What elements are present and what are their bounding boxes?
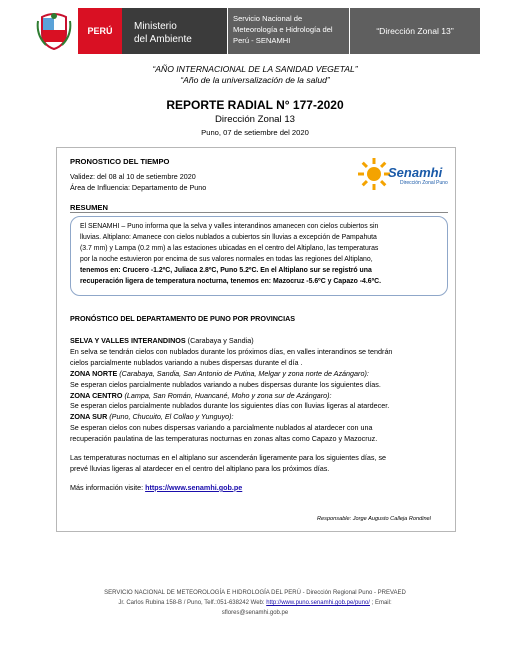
norte-paren: (Carabaya, Sandia, San Antonio de Putina, Melgar y zona norte de Azángaro): (117, 368, 369, 378)
servicio-line1: Servicio Nacional de (233, 14, 303, 23)
servicio-line3: Perú - SENAMHI (233, 36, 291, 45)
provincias-heading: PRONÓSTICO DEL DEPARTAMENTO DE PUNO POR PROVINCIAS (70, 314, 296, 323)
ministerio-line1: Ministerio (134, 21, 177, 32)
resumen-line: (3.7 mm) y Lampa (0.2 mm) a las estaciones ubicadas en el centro del Altiplano, las temperaturas (80, 244, 379, 252)
centro-heading (70, 391, 442, 402)
year-motto-line1: “AÑO INTERNACIONAL DE LA SANIDAD VEGETAL” (152, 64, 358, 74)
footer-line1: SERVICIO NACIONAL DE METEOROLOGÍA E HIDROLOGÍA DEL PERÚ - Dirección Regional Puno - PREVAED (104, 590, 406, 596)
servicio-line2: Meteorología e Hidrología del (233, 25, 333, 34)
temp-text: Las temperaturas nocturnas en el altiplano sur ascenderán ligeramente para los siguientes días, se (70, 453, 387, 463)
footer-web-link[interactable]: http://www.puno.senamhi.gob.pe/puno/ (266, 600, 370, 606)
resumen-box (70, 216, 448, 296)
header-banner (30, 8, 480, 54)
visit-line (70, 483, 442, 494)
area-line: Área de Influencia: Departamento de Puno (70, 183, 207, 192)
resumen-rule (70, 212, 448, 213)
footer (0, 588, 510, 618)
selva-heading (70, 336, 442, 347)
responsable-signature: Responsable: Jorge Augusto Calleja Rondinel (317, 516, 431, 522)
selva-text: cielos parcialmente nublados variando a nubes dispersas durante el día . (70, 357, 303, 367)
sur-heading (70, 412, 442, 423)
ministerio-label (122, 8, 227, 54)
sur-text: recuperación paulatina de las temperaturas nocturnas en zonas altas como Capazo y Mazocruz. (70, 434, 378, 444)
footer-line2 (0, 598, 510, 608)
temp-text: prevé lluvias ligeras al atardecer en el centro del altiplano para los próximos días. (70, 463, 330, 473)
year-motto (0, 64, 510, 86)
spacer (70, 475, 442, 483)
senamhi-logo-word: Senamhi (388, 165, 443, 180)
validez-line: Validez: del 08 al 10 de setiembre 2020 (70, 172, 196, 181)
norte-heading (70, 369, 442, 380)
year-motto-line2: “Año de la universalización de la salud” (180, 75, 330, 85)
senamhi-logo-subtitle: Dirección Zonal Puno (400, 180, 448, 186)
direccion-zonal-label: “Dirección Zonal 13” (350, 8, 480, 54)
resumen-heading: RESUMEN (70, 203, 108, 212)
selva-label: SELVA Y VALLES INTERANDINOS (70, 336, 186, 345)
pronostico-heading: PRONOSTICO DEL TIEMPO (70, 157, 170, 166)
footer-address: Jr. Carlos Rubina 158-B / Puno, Telf.:051-638242 Web: (118, 600, 267, 606)
provincias-body (70, 336, 442, 494)
ministerio-line2: del Ambiente (134, 34, 192, 45)
norte-label: ZONA NORTE (70, 368, 118, 378)
footer-email-label: ; Email: (369, 600, 392, 606)
selva-paren: (Carabaya y Sandia) (185, 336, 254, 345)
resumen-line: tenemos en: Crucero -1.2ºC, Juliaca 2.8ºC, Puno 5.2ºC. En el Altiplano sur se registró una (80, 266, 372, 274)
centro-paren: (Lampa, San Román, Huancané, Moho y zona sur de Azángaro): (122, 390, 332, 400)
resumen-line: El SENAMHI – Puno informa que la selva y valles interandinos amanecen con cielos cubiertos sin (80, 223, 379, 230)
report-date: Puno, 07 de setiembre del 2020 (201, 128, 309, 137)
footer-email[interactable]: sflores@senamhi.gob.pe (221, 610, 289, 616)
resumen-text (80, 222, 438, 287)
resumen-line: recuperación ligera de temperatura nocturna, tenemos en: Mazocruz -5.6ºC y Capazo -4.6ºC. (80, 277, 382, 285)
resumen-line: lluvias. Altiplano: Amanece con cielos nublados a cubiertos sin lluvias a excepción de Pampahuta (80, 233, 377, 241)
centro-label: ZONA CENTRO (70, 390, 123, 400)
spacer (70, 445, 442, 453)
sur-text: Se esperan cielos con nubes dispersas variando a parcialmente nublados al atardecer con una (70, 423, 373, 433)
sur-paren: (Puno, Chucuito, El Collao y Yunguyo): (107, 412, 234, 422)
report-direction: Dirección Zonal 13 (215, 114, 295, 125)
norte-text: Se esperan cielos parcialmente nublados variando a nubes dispersas durante los siguientes días. (70, 379, 381, 389)
selva-text: En selva se tendrán cielos con nublados durante los próximos días, en valles interandinos se tendrán (70, 346, 393, 356)
senamhi-website-link[interactable]: https://www.senamhi.gob.pe (145, 482, 243, 492)
visit-label: Más información visite: (70, 482, 146, 492)
peru-shield-icon (30, 8, 78, 54)
report-title: REPORTE RADIAL N° 177-2020 (166, 98, 344, 112)
sur-label: ZONA SUR (70, 412, 108, 422)
resumen-line: por la noche estuvieron por encima de sus valores normales en todas las regiones del Altiplano, (80, 255, 373, 263)
servicio-label (228, 8, 349, 54)
centro-text: Se esperan cielos parcialmente nublados durante los siguientes días con lluvias ligeras al atardecer. (70, 401, 390, 411)
peru-label: PERÚ (78, 8, 122, 54)
